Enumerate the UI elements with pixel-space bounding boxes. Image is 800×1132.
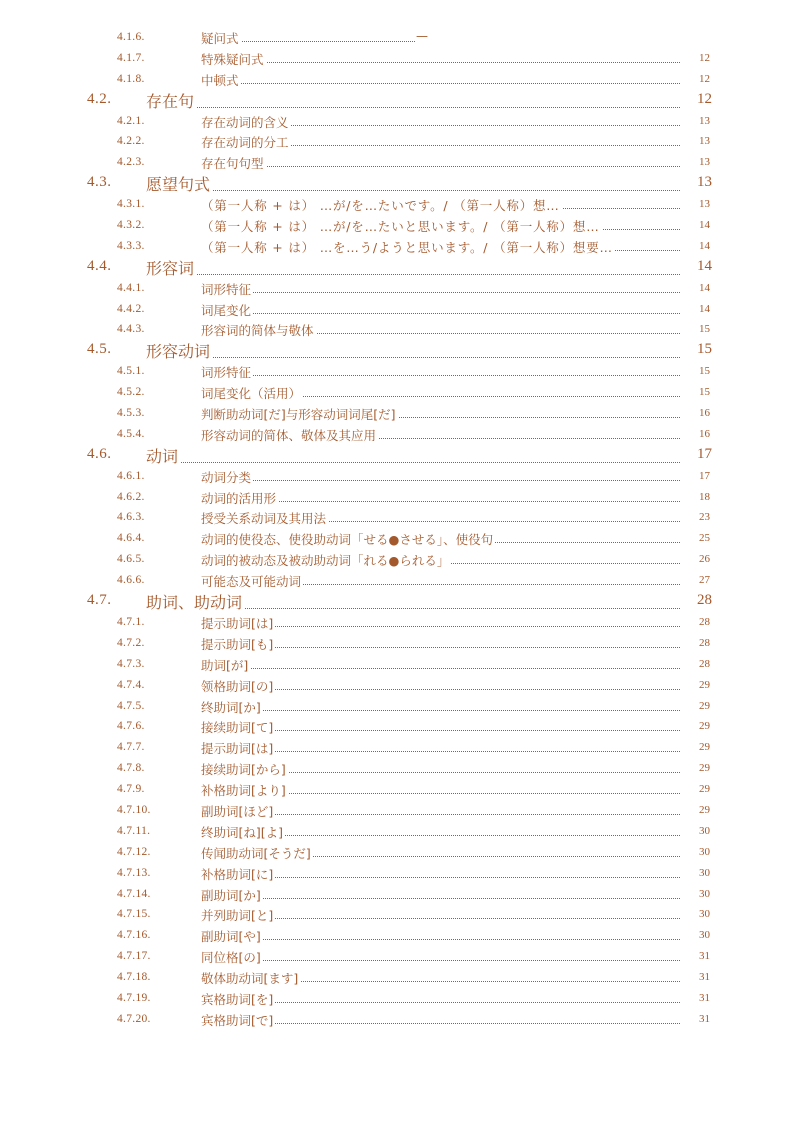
toc-entry-title: 可能态及可能动词: [201, 574, 302, 590]
toc-entry-page: 13: [680, 198, 710, 210]
toc-entry-number: 4.2.2.: [117, 135, 145, 148]
toc-entry-page: 29: [680, 741, 710, 753]
toc-entry-title: （第一人称 + は） …が/を…たいです。/ （第一人称）想…: [201, 198, 560, 214]
toc-entry-title: 敬体助动词[ます]: [201, 971, 299, 987]
toc-entry-number: 4.7.16.: [117, 929, 151, 942]
toc-section-title: 形容词: [146, 256, 196, 279]
toc-entry-number: 4.7.6.: [117, 720, 145, 733]
toc-entry-title: 词尾变化: [201, 302, 252, 318]
dot-leader: [146, 462, 696, 463]
toc-entry-number: 4.7.3.: [117, 657, 145, 670]
toc-entry-number: 4.6.3.: [117, 511, 145, 524]
toc-entry-title: 副助词[や]: [201, 929, 261, 945]
toc-entry-4-1-7[interactable]: [0, 47, 800, 68]
dot-leader: [201, 62, 696, 63]
toc-entry-4-5-4[interactable]: [0, 423, 800, 444]
toc-entry-4-6-2[interactable]: [0, 486, 800, 507]
toc-entry-number: 4.7.2.: [117, 636, 145, 649]
toc-entry-title: 中顿式: [201, 72, 239, 88]
toc-section-number: 4.7.: [87, 592, 112, 609]
toc-entry-number: 4.6.5.: [117, 553, 145, 566]
toc-entry-4-6-1[interactable]: [0, 465, 800, 486]
toc-entry-page: 30: [680, 908, 710, 920]
toc-section-title: 动词: [146, 444, 180, 467]
toc-entry-number: 4.3.2.: [117, 219, 145, 232]
toc-entry-number: 4.1.6.: [117, 31, 145, 43]
dot-leader: [146, 107, 696, 108]
dot-leader: [201, 939, 696, 940]
toc-entry-number: 4.5.4.: [117, 427, 145, 440]
toc-entry-4-7-15[interactable]: [0, 903, 800, 924]
toc-entry-number: 4.7.11.: [117, 824, 151, 837]
toc-section-4-5[interactable]: [0, 339, 800, 360]
toc-entry-4-4-1[interactable]: [0, 277, 800, 298]
toc-entry-number: 4.6.1.: [117, 469, 145, 482]
toc-entry-number: 4.7.7.: [117, 741, 145, 754]
toc-entry-4-7-2[interactable]: [0, 632, 800, 653]
toc-section-4-6[interactable]: [0, 444, 800, 465]
toc-section-title: 存在句: [146, 89, 196, 112]
toc-section-page: 12: [680, 91, 712, 108]
toc-entry-title: 并列助词[と]: [201, 908, 274, 924]
toc-entry-4-7-17[interactable]: [0, 945, 800, 966]
toc-entry-title: 存在句句型: [201, 156, 264, 172]
toc-entry-title: 宾格助词[で]: [201, 1012, 274, 1028]
toc-entry-number: 4.6.6.: [117, 574, 145, 587]
toc-entry-title: 副助词[ほど]: [201, 803, 274, 819]
toc-entry-page: 28: [680, 658, 710, 670]
toc-entry-title: 终助词[ね][よ]: [201, 824, 284, 840]
dot-leader: [201, 375, 696, 376]
toc-entry-page: 12: [680, 52, 710, 64]
toc-entry-title: （第一人称 + は） …が/を…たいと思います。/ （第一人称）想…: [201, 219, 600, 235]
toc-entry-4-7-8[interactable]: [0, 757, 800, 778]
toc-entry-4-4-2[interactable]: [0, 298, 800, 319]
toc-entry-title: 形容动词的简体、敬体及其应用: [201, 427, 377, 443]
toc-entry-title: 提示助词[も]: [201, 636, 274, 652]
toc-entry-4-7-20[interactable]: [0, 1008, 800, 1029]
toc-section-title: 愿望句式: [146, 172, 212, 195]
toc-entry-4-2-1[interactable]: [0, 110, 800, 131]
toc-entry-title: 动词的活用形: [201, 490, 277, 506]
toc-entry-page: 12: [680, 73, 710, 85]
toc-entry-number: 4.7.5.: [117, 699, 145, 712]
toc-entry-4-7-11[interactable]: [0, 820, 800, 841]
toc-entry-4-2-2[interactable]: [0, 130, 800, 151]
toc-entry-title: 词形特征: [201, 365, 252, 381]
toc-entry-number: 4.7.9.: [117, 783, 145, 796]
toc-entry-number: 4.7.8.: [117, 762, 145, 775]
dot-leader: [201, 313, 696, 314]
dot-leader: [201, 960, 696, 961]
toc-entry-4-1-8[interactable]: [0, 68, 800, 89]
dot-leader: [146, 274, 696, 275]
toc-entry-number: 4.4.2.: [117, 302, 145, 315]
toc-entry-page: 29: [680, 804, 710, 816]
dot-leader: [146, 357, 696, 358]
toc-entry-4-5-1[interactable]: [0, 360, 800, 381]
toc-entry-page: 29: [680, 783, 710, 795]
toc-entry-4-4-3[interactable]: [0, 318, 800, 339]
dot-leader: [201, 898, 696, 899]
toc-section-4-4[interactable]: [0, 256, 800, 277]
toc-entry-page: 29: [680, 700, 710, 712]
toc-entry-number: 4.4.3.: [117, 323, 145, 336]
toc-entry-number: 4.2.1.: [117, 114, 145, 127]
toc-entry-title: 动词的使役态、使役助动词「せる●させる」、使役句: [201, 532, 494, 548]
toc-entry-page: 31: [680, 971, 710, 983]
toc-section-page: 14: [680, 258, 712, 275]
toc-entry-title: 词尾变化（活用）: [201, 386, 302, 402]
toc-entry-4-6-5[interactable]: [0, 548, 800, 569]
toc-entry-4-7-14[interactable]: [0, 883, 800, 904]
table-of-contents: [0, 26, 800, 1029]
toc-entry-page: 18: [680, 491, 710, 503]
dot-leader: [146, 190, 696, 191]
toc-entry-page: 31: [680, 950, 710, 962]
toc-entry-title: 助词[が]: [201, 657, 249, 673]
toc-entry-number: 4.7.20.: [117, 1012, 151, 1025]
toc-entry-4-7-13[interactable]: [0, 862, 800, 883]
toc-entry-page: 15: [680, 386, 710, 398]
toc-section-number: 4.2.: [87, 90, 112, 107]
toc-entry-title: 提示助词[は]: [201, 741, 274, 757]
toc-entry-title: 同位格[の]: [201, 950, 261, 966]
toc-entry-4-7-7[interactable]: [0, 736, 800, 757]
toc-entry-number: 4.3.1.: [117, 198, 145, 211]
toc-entry-number: 4.6.4.: [117, 532, 145, 545]
toc-entry-page: 30: [680, 929, 710, 941]
toc-section-title: 助词、助动词: [146, 590, 244, 613]
toc-entry-title: 提示助词[は]: [201, 615, 274, 631]
toc-section-page: 28: [680, 592, 712, 609]
toc-entry-number: 4.5.3.: [117, 407, 145, 420]
toc-entry-4-5-2[interactable]: [0, 381, 800, 402]
toc-entry-4-7-1[interactable]: [0, 611, 800, 632]
toc-entry-page: 31: [680, 1013, 710, 1025]
toc-entry-title: 授受关系动词及其用法: [201, 511, 327, 527]
toc-entry-title: 动词的被动态及被动助动词「れる●られる」: [201, 553, 450, 569]
toc-entry-number: 4.7.15.: [117, 908, 151, 921]
toc-entry-4-7-6[interactable]: [0, 715, 800, 736]
dot-leader: [201, 292, 696, 293]
toc-entry-page: 23: [680, 511, 710, 523]
toc-entry-page: 31: [680, 992, 710, 1004]
toc-entry-number: 4.2.3.: [117, 156, 145, 169]
toc-entry-4-6-6[interactable]: [0, 569, 800, 590]
toc-section-4-7[interactable]: [0, 590, 800, 611]
toc-entry-4-7-12[interactable]: [0, 841, 800, 862]
toc-entry-number: 4.7.18.: [117, 971, 151, 984]
toc-entry-4-7-5[interactable]: [0, 695, 800, 716]
toc-entry-title: 特殊疑问式: [201, 51, 264, 67]
toc-entry-4-2-3[interactable]: [0, 151, 800, 172]
toc-section-page: 15: [680, 341, 712, 358]
toc-entry-number: 4.7.14.: [117, 887, 151, 900]
toc-entry-page: 16: [680, 428, 710, 440]
toc-entry-page: 15: [680, 365, 710, 377]
toc-entry-page: 13: [680, 156, 710, 168]
dot-leader: [201, 480, 696, 481]
toc-entry-number: 4.6.2.: [117, 490, 145, 503]
toc-entry-title: 接续助词[て]: [201, 720, 274, 736]
toc-entry-4-7-9[interactable]: [0, 778, 800, 799]
toc-entry-4-7-19[interactable]: [0, 987, 800, 1008]
toc-entry-page: 13: [680, 135, 710, 147]
toc-entry-title: 存在动词的含义: [201, 114, 289, 130]
toc-entry-number: 4.7.1.: [117, 615, 145, 628]
toc-entry-number: 4.5.1.: [117, 365, 145, 378]
toc-entry-title: 判断助动词[だ]与形容动词词尾[だ]: [201, 407, 396, 423]
dot-leader: [201, 83, 696, 84]
toc-section-number: 4.6.: [87, 445, 112, 462]
toc-entry-number: 4.7.13.: [117, 866, 151, 879]
toc-entry-title: 终助词[か]: [201, 699, 261, 715]
toc-entry-title: 形容词的简体与敬体: [201, 323, 314, 339]
toc-section-page: 13: [680, 174, 712, 191]
toc-entry-title: 副助词[か]: [201, 887, 261, 903]
toc-entry-page: 29: [680, 679, 710, 691]
toc-entry-number: 4.1.7.: [117, 51, 145, 64]
toc-section-title: 形容动词: [146, 339, 212, 362]
toc-entry-page: 28: [680, 616, 710, 628]
toc-entry-page: 17: [680, 470, 710, 482]
toc-entry-number: 4.7.19.: [117, 991, 151, 1004]
toc-entry-number: 4.3.3.: [117, 239, 145, 252]
toc-entry-number: 4.1.8.: [117, 72, 145, 85]
toc-section-4-3[interactable]: [0, 172, 800, 193]
toc-entry-4-7-10[interactable]: [0, 799, 800, 820]
toc-entry-page: 14: [680, 303, 710, 315]
toc-entry-title: 词形特征: [201, 281, 252, 297]
dot-leader: [201, 710, 696, 711]
toc-entry-number: 4.7.12.: [117, 845, 151, 858]
toc-entry-title: 动词分类: [201, 469, 252, 485]
toc-entry-number: 4.7.4.: [117, 678, 145, 691]
toc-entry-page: 27: [680, 574, 710, 586]
toc-entry-title: 存在动词的分工: [201, 135, 289, 151]
toc-entry-4-7-3[interactable]: [0, 653, 800, 674]
toc-entry-title: （第一人称 + は） …を…う/ようと思います。/ （第一人称）想要…: [201, 239, 613, 255]
toc-section-4-2[interactable]: [0, 89, 800, 110]
toc-entry-title: 领格助词[の]: [201, 678, 274, 694]
toc-entry-4-7-4[interactable]: [0, 674, 800, 695]
toc-entry-page: 13: [680, 115, 710, 127]
toc-entry-number: 4.5.2.: [117, 386, 145, 399]
toc-entry-page: 28: [680, 637, 710, 649]
toc-entry-page: 15: [680, 323, 710, 335]
toc-entry-4-6-3[interactable]: [0, 506, 800, 527]
toc-entry-page: 26: [680, 553, 710, 565]
toc-entry-page: 16: [680, 407, 710, 419]
toc-entry-title: 补格助词[より]: [201, 783, 286, 799]
toc-section-page: 17: [680, 446, 712, 463]
toc-entry-title: 补格助词[に]: [201, 866, 274, 882]
dot-leader: [201, 668, 696, 669]
toc-entry-page: 14: [680, 282, 710, 294]
toc-entry-4-6-4[interactable]: [0, 527, 800, 548]
toc-entry-page: 30: [680, 825, 710, 837]
toc-entry-page: 25: [680, 532, 710, 544]
toc-entry-page: 30: [680, 846, 710, 858]
toc-section-number: 4.5.: [87, 341, 112, 358]
toc-entry-page: 14: [680, 219, 710, 231]
toc-entry-page: 29: [680, 720, 710, 732]
toc-entry-4-3-2[interactable]: [0, 214, 800, 235]
toc-entry-4-7-16[interactable]: [0, 924, 800, 945]
toc-entry-title: 疑问式: [201, 31, 239, 46]
toc-entry-4-3-1[interactable]: [0, 193, 800, 214]
toc-entry-4-7-18[interactable]: [0, 966, 800, 987]
toc-entry-page: 29: [680, 762, 710, 774]
toc-entry-page: 30: [680, 888, 710, 900]
toc-entry-title: 接续助词[から]: [201, 762, 286, 778]
toc-entry-4-5-3[interactable]: [0, 402, 800, 423]
toc-section-number: 4.4.: [87, 257, 112, 274]
toc-entry-number: 4.4.1.: [117, 281, 145, 294]
dot-leader: [201, 166, 696, 167]
toc-entry-number: 4.7.10.: [117, 803, 151, 816]
toc-entry-page: 14: [680, 240, 710, 252]
toc-entry-page: —: [416, 29, 428, 43]
toc-entry-4-1-6[interactable]: [0, 26, 800, 47]
toc-entry-page: 30: [680, 867, 710, 879]
toc-entry-title: 宾格助词[を]: [201, 991, 274, 1007]
toc-entry-title: 传闻助动词[そうだ]: [201, 845, 311, 861]
toc-entry-4-3-3[interactable]: [0, 235, 800, 256]
toc-section-number: 4.3.: [87, 174, 112, 191]
toc-entry-number: 4.7.17.: [117, 950, 151, 963]
